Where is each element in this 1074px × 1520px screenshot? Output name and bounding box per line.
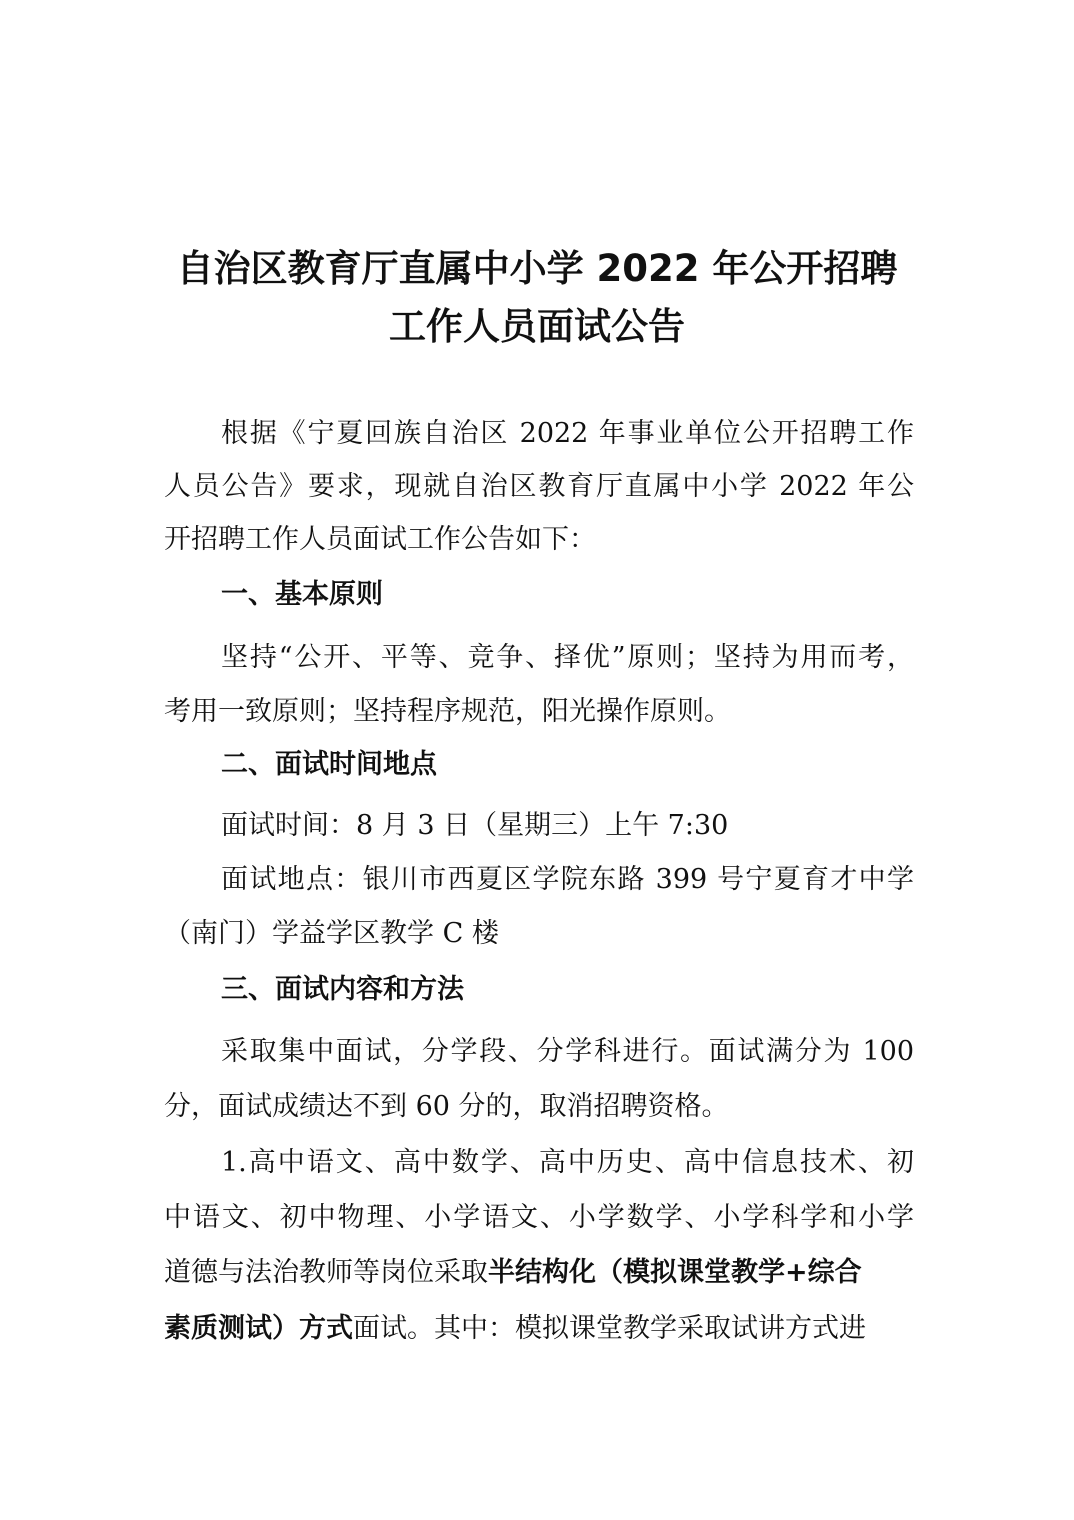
line-4-regular-text: 面试。其中：模拟课堂教学采取试讲方式进 <box>353 1313 866 1344</box>
document-title-line-2: 工作人员面试公告 <box>389 305 685 348</box>
section-3-paragraph-2-line-2: 中语文、初中物理、小学语文、小学数学、小学科学和小学 <box>164 1202 914 1233</box>
section-1-line-2: 考用一致原则；坚持程序规范，阳光操作原则。 <box>164 696 731 727</box>
intro-line-1: 根据《宁夏回族自治区 2022 年事业单位公开招聘工作 <box>221 418 914 449</box>
line-4-bold-text: 素质测试）方式 <box>164 1313 353 1344</box>
section-3-paragraph-2-line-3 <box>164 1253 914 1293</box>
line-3-bold-text: 半结构化（模拟课堂教学+综合 <box>488 1257 862 1288</box>
interview-place-line-2: （南门）学益学区教学 C 楼 <box>164 918 499 949</box>
interview-time: 面试时间：8 月 3 日（星期三）上午 7:30 <box>221 810 729 841</box>
section-1-line-1: 坚持“公开、平等、竞争、择优”原则；坚持为用而考， <box>221 642 914 673</box>
intro-line-2: 人员公告》要求，现就自治区教育厅直属中小学 2022 年公 <box>164 471 914 502</box>
section-3-heading: 三、面试内容和方法 <box>221 974 464 1005</box>
section-1-heading: 一、基本原则 <box>221 579 383 610</box>
intro-line-3: 开招聘工作人员面试工作公告如下： <box>164 524 596 555</box>
section-3-paragraph-1-line-1: 采取集中面试，分学段、分学科进行。面试满分为 100 <box>221 1036 914 1067</box>
line-3-regular-text: 道德与法治教师等岗位采取 <box>164 1257 488 1288</box>
document-title-line-1: 自治区教育厅直属中小学 2022 年公开招聘 <box>176 247 898 290</box>
section-3-paragraph-2-line-4 <box>164 1309 914 1349</box>
section-3-paragraph-2-line-1: 1.高中语文、高中数学、高中历史、高中信息技术、初 <box>221 1147 914 1178</box>
section-3-paragraph-1-line-2: 分，面试成绩达不到 60 分的，取消招聘资格。 <box>164 1091 729 1122</box>
interview-place-line-1: 面试地点：银川市西夏区学院东路 399 号宁夏育才中学 <box>221 864 914 895</box>
section-2-heading: 二、面试时间地点 <box>221 749 437 780</box>
